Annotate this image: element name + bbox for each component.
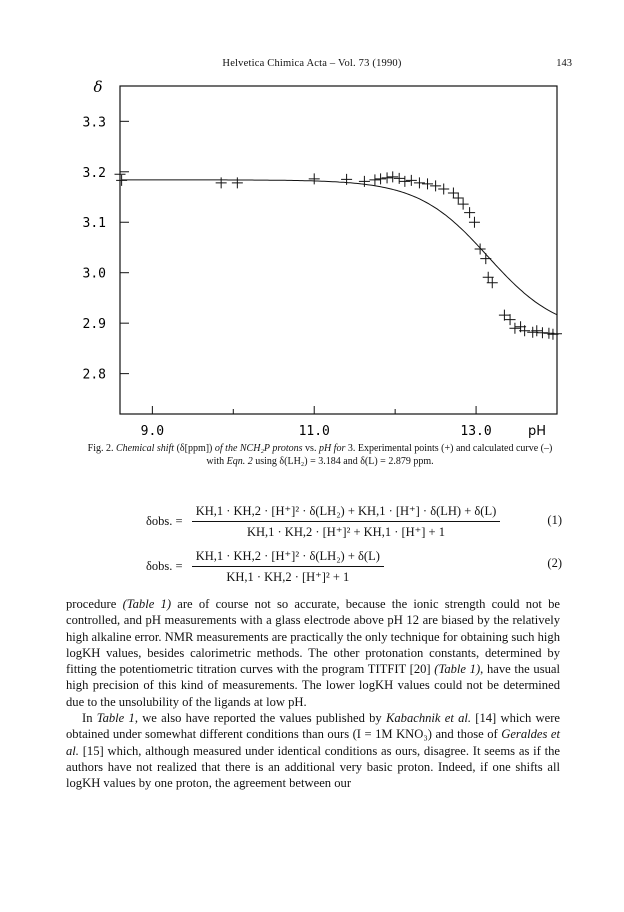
x-tick-label: 9.0 [140,424,165,439]
data-point [309,173,320,184]
data-point [458,199,469,210]
body-text [66,596,560,792]
chemical-shift-chart [72,76,562,446]
y-tick-label: 3.3 [82,115,106,131]
data-point [115,169,126,180]
data-point [232,177,243,188]
calculated-curve [122,180,557,315]
data-point [382,172,393,183]
paragraph-2: In Table 1, we also have reported the values published by Kabachnik et al. [14] which were obtained under somewhat different conditions than ours (I = 1M KNO₃) and those of Geraldes et al. [15] which, although measured under identical conditions as ours, disagree. It seems as if the authors have not realized that there is an additional very basic proton. Indeed, if one shifts all logKH values by one proton, the agreement between our [66,711,560,791]
paragraph-1: procedure (Table 1) are of course not so accurate, because the ionic strength could not be controlled, and pH measurements with a glass electrode above pH 12 are biased by the relatively high alkaline error. NMR measurements are practically the only technique for obtaining such high logKH values, besides calorimetric methods. The other protonation constants, determined by fitting the potentiometric titration curves with the program TITFIT [20] (Table 1), have the usual high precision of this kind of measurements. The lower logKH values could not be determined due to the unsolubility of the ligands at low pH. [66,597,560,709]
equation-2-denominator: KH,1 · KH,2 · [H⁺]² + 1 [226,570,350,584]
data-point [430,180,441,191]
data-point [469,217,480,228]
y-tick-label: 2.8 [82,367,106,383]
figure-caption: Fig. 2. Chemical shift (δ[ppm]) of the NCH₂P protons vs. pH for 3. Experimental points (+) and calculated curve (–) with Eqn. 2 using δ(LH₂) = 3.184 and δ(L) = 2.879 ppm. [87,443,553,467]
data-point [369,174,380,185]
data-point [375,173,386,184]
x-tick-label: 11.0 [298,424,330,439]
equation-2-lhs: δobs. = [146,559,183,573]
equation-1-numerator: KH,1 · KH,2 · [H⁺]² · δ(LH₂) + KH,1 · [H⁺] · δ(LH) + δ(L) [192,503,501,522]
y-tick-label: 3.1 [82,216,106,232]
data-point [406,175,417,186]
equation-1-denominator: KH,1 · KH,2 · [H⁺]² + KH,1 · [H⁺] + 1 [246,525,445,539]
y-tick-label: 3.2 [82,165,106,181]
equation-2-number: (2) [547,556,562,570]
equation-2 [146,548,384,585]
data-point [509,323,520,334]
plot-frame [120,86,557,414]
y-tick-label: 2.9 [82,317,106,333]
data-point [216,177,227,188]
data-point [464,207,475,218]
data-point [399,176,410,187]
x-axis-label: pH [527,424,547,439]
journal-title: Helvetica Chimica Acta – Vol. 73 (1990) [222,58,402,69]
data-point [480,253,491,264]
page-number: 143 [556,58,572,69]
data-point [422,178,433,189]
data-point [116,175,127,186]
data-point [453,193,464,204]
data-point [499,310,510,321]
equation-1-fraction [192,503,501,540]
data-point [505,314,516,325]
y-axis-label: δ [93,78,103,96]
data-point [414,177,425,188]
equation-2-numerator: KH,1 · KH,2 · [H⁺]² · δ(LH₂) + δ(L) [192,548,384,567]
data-point [394,173,405,184]
data-point [537,327,548,338]
data-point [448,187,459,198]
equation-1-number: (1) [547,513,562,527]
equation-2-fraction [192,548,384,585]
equation-1 [146,503,500,540]
data-point [438,183,449,194]
y-tick-label: 3.0 [82,266,106,282]
data-point [387,171,398,182]
x-tick-label: 13.0 [460,424,492,439]
equation-1-lhs: δobs. = [146,514,183,528]
